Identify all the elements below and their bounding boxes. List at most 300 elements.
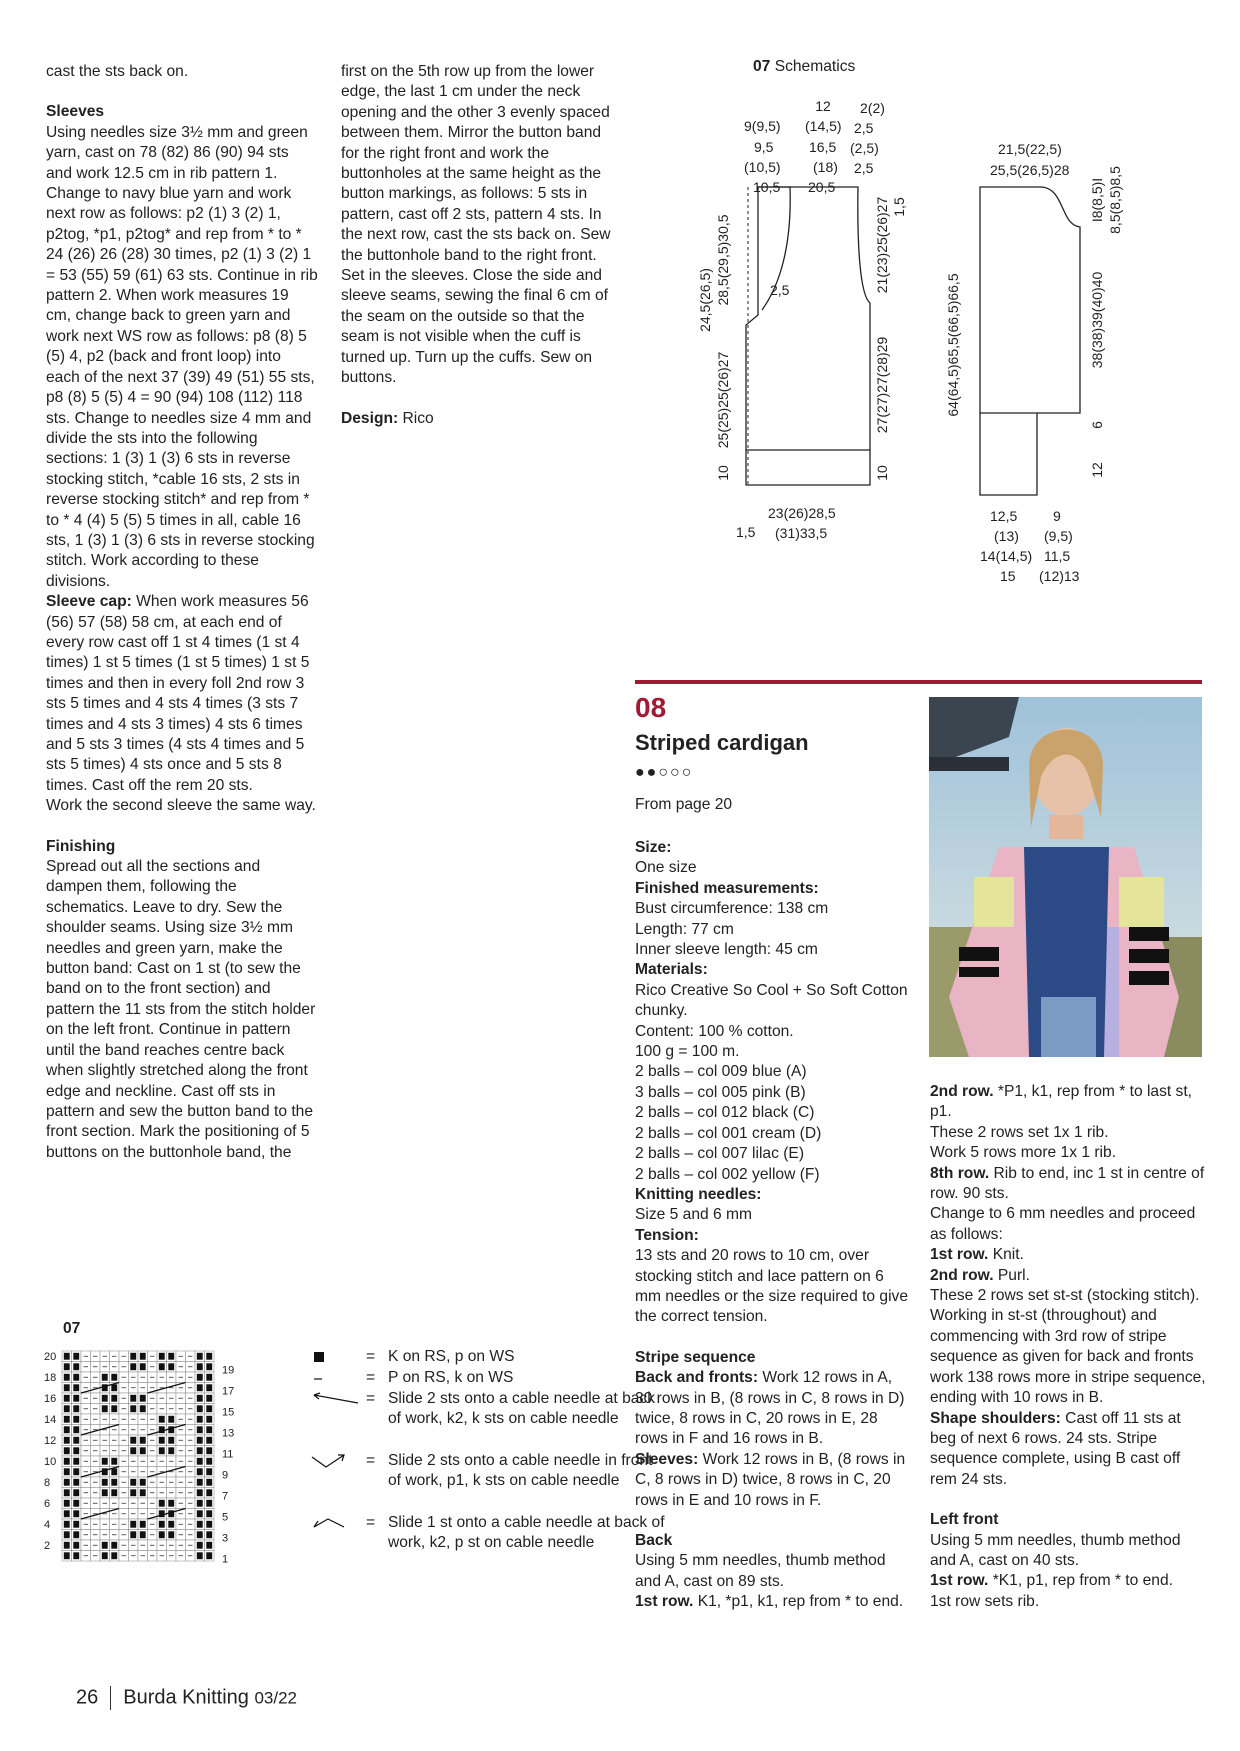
yarn-item: 2 balls – col 007 lilac (E) — [635, 1145, 805, 1163]
knit-square — [73, 1363, 79, 1370]
knit-square — [159, 1521, 165, 1528]
knit-square — [64, 1489, 70, 1496]
knit-square — [73, 1510, 79, 1517]
knit-square — [73, 1374, 79, 1381]
knit-square — [64, 1395, 70, 1402]
knit-square — [140, 1489, 146, 1496]
knit-square — [140, 1405, 146, 1412]
knit-square — [206, 1405, 212, 1412]
section-divider — [635, 680, 1202, 684]
stripe-heading: Stripe sequence — [635, 1348, 756, 1366]
knit-square — [130, 1479, 136, 1486]
knit-square — [197, 1479, 203, 1486]
knit-square — [130, 1395, 136, 1402]
schematics-title — [753, 58, 855, 76]
legend-row — [310, 1347, 666, 1367]
row-number-left: 12 — [44, 1435, 57, 1447]
knit-square — [102, 1458, 108, 1465]
knit-square — [64, 1531, 70, 1538]
set-stst: These 2 rows set st-st (stocking stitch). — [930, 1287, 1200, 1305]
stripe-bf-value: Work 12 rows in A, 30 rows in B, (8 rows in C, 8 rows in D) twice, 8 rows in C, 20 rows in E, 28 rows in F and 16 rows in B. — [635, 1369, 905, 1448]
row-number-left: 16 — [44, 1393, 57, 1405]
legend-row — [310, 1389, 666, 1430]
knit-square — [206, 1458, 212, 1465]
schematic-sleeve — [940, 135, 1140, 595]
front-top-12: 12 — [815, 98, 831, 114]
row-number-right: 7 — [222, 1490, 229, 1503]
knit-square — [73, 1416, 79, 1423]
knit-square — [206, 1384, 212, 1391]
row-number-right: 19 — [222, 1364, 235, 1377]
knit-square — [206, 1468, 212, 1475]
knit-square — [102, 1405, 108, 1412]
front-label: 25(25)25(26)27 — [715, 351, 731, 449]
sleeve-cap-paragraph — [46, 592, 318, 796]
knit-square — [206, 1500, 212, 1507]
knit-square — [206, 1395, 212, 1402]
knit-square — [64, 1384, 70, 1391]
text-column-3 — [635, 838, 913, 1613]
knit-square — [111, 1384, 117, 1391]
front-label: 16,5 — [809, 139, 837, 155]
knit-square — [111, 1405, 117, 1412]
text-column-4 — [930, 1082, 1208, 1612]
front-outline — [746, 187, 870, 450]
knit-square — [111, 1468, 117, 1475]
row-number-left: 10 — [44, 1456, 57, 1468]
knit-square — [197, 1363, 203, 1370]
knit-square — [130, 1353, 136, 1360]
purl-row — [930, 1266, 1208, 1286]
sleeve-label: 11,5 — [1044, 548, 1071, 564]
sleeve-label: 25,5(26,5)28 — [990, 162, 1070, 178]
lf-row1-label: 1st row. — [930, 1572, 989, 1590]
knit-square — [73, 1521, 79, 1528]
sleeve-label: 14(14,5) — [980, 548, 1033, 564]
knit-square — [140, 1395, 146, 1402]
text-column-1 — [46, 62, 318, 1163]
sleeve-label: 15 — [1000, 568, 1016, 584]
page-number: 26 — [76, 1686, 99, 1709]
needles-value: Size 5 and 6 mm — [635, 1206, 753, 1224]
finishing-body: Spread out all the sections and dampen them, following the schematics. Leave to dry. Sew the shoulder seams. Using size 3½ mm needles and green yarn, make the button band: Cast on 1 st (to sew the band on to the front section) and pattern the 11 sts from the stitch holder on the left front. Continue in pattern until the band reaches centre back when slightly stretched along the front edge and neckline. Cast off sts in pattern and sew the button band to the front section. Mark the positioning of 5 buttons on the buttonhole band, the — [46, 858, 316, 1161]
front-label: 28,5(29,5)30,5 — [715, 214, 731, 306]
yarn-item: 3 balls – col 005 pink (B) — [635, 1083, 806, 1101]
materials-yarn: Rico Creative So Cool + So Soft Cotton chunky. — [635, 981, 908, 1020]
row-number-right: 9 — [222, 1469, 229, 1482]
row-number-left: 6 — [44, 1498, 51, 1510]
knit-square — [168, 1437, 174, 1444]
front-label: 10 — [715, 465, 731, 481]
front-label: 23(26)28,5 — [768, 505, 836, 521]
sleeve-cuff — [980, 413, 1037, 495]
front-label: 1,5 — [891, 197, 907, 217]
knit-square — [64, 1405, 70, 1412]
knit-square — [130, 1405, 136, 1412]
knit-square — [159, 1437, 165, 1444]
knit-square — [168, 1416, 174, 1423]
knit-square — [140, 1353, 146, 1360]
knit-square — [102, 1395, 108, 1402]
knit-square — [64, 1437, 70, 1444]
knit-square — [111, 1374, 117, 1381]
knit-square — [73, 1353, 79, 1360]
cable-left-k2-icon — [310, 1391, 360, 1409]
front-label: 2,5 — [854, 160, 874, 176]
knit-square — [64, 1416, 70, 1423]
knit-square — [64, 1500, 70, 1507]
knit-square — [197, 1416, 203, 1423]
purl-row-label: 2nd row. — [930, 1266, 994, 1284]
materials-content: Content: 100 % cotton. — [635, 1022, 794, 1040]
stripe-sl-value: Work 12 rows in B, (8 rows in C, 8 rows in D) twice, 8 rows in C, 20 rows in E and 10 rows in F. — [635, 1450, 906, 1509]
knit-square — [159, 1416, 165, 1423]
cardigan-photo — [929, 697, 1202, 1057]
knit-square — [159, 1500, 165, 1507]
chart-label: 07 — [63, 1320, 81, 1337]
sleeve-label: 21,5(22,5) — [998, 141, 1062, 157]
size-value: One size — [635, 859, 697, 877]
knit-square — [140, 1531, 146, 1538]
front-label: 20,5 — [808, 179, 836, 195]
page-footer — [76, 1686, 297, 1710]
more-rib: Work 5 rows more 1x 1 rib. — [930, 1144, 1117, 1162]
materials-weight: 100 g = 100 m. — [635, 1043, 740, 1061]
knit-square — [102, 1479, 108, 1486]
sleeve-label: I8(8,5)I — [1089, 177, 1105, 223]
set-rib: These 2 rows set 1x 1 rib. — [930, 1123, 1109, 1141]
row1-label: 1st row. — [635, 1593, 694, 1611]
front-label: (2,5) — [850, 140, 879, 156]
knit-square — [197, 1405, 203, 1412]
stripe-back-fronts — [635, 1368, 913, 1450]
legend-eq: = — [366, 1348, 376, 1365]
front-label: 2,5 — [854, 120, 874, 136]
yarn-item: 2 balls – col 009 blue (A) — [635, 1063, 807, 1081]
knit-square — [197, 1521, 203, 1528]
working-text: Working in st-st (throughout) and commencing with 3rd row of stripe sequence as given for back and fronts work 138 rows more in stripe sequence, ending with 10 rows in B. — [930, 1307, 1206, 1407]
knit-square — [168, 1447, 174, 1454]
row-number-right: 11 — [222, 1448, 234, 1461]
knit-square — [197, 1447, 203, 1454]
sleeve-label: 38(38)39(40)40 — [1089, 271, 1105, 369]
knit-square — [197, 1395, 203, 1402]
row-number-right: 5 — [222, 1511, 229, 1524]
knit-square — [73, 1405, 79, 1412]
knit-square — [140, 1447, 146, 1454]
needles-label: Knitting needles: — [635, 1185, 762, 1203]
knit-square — [64, 1521, 70, 1528]
schematic-front — [690, 95, 930, 550]
front-label: 2,5 — [770, 282, 790, 298]
front-label: 10 — [874, 465, 890, 481]
cable-chart — [42, 1345, 272, 1577]
sleeve-label: 6 — [1089, 421, 1105, 429]
knit-square — [130, 1363, 136, 1370]
front-top-2: 2(2) — [860, 100, 885, 116]
knit-square — [130, 1489, 136, 1496]
row-number-left: 20 — [44, 1351, 57, 1363]
row-number-right: 13 — [222, 1427, 235, 1440]
knit-square — [206, 1416, 212, 1423]
knit-square — [102, 1489, 108, 1496]
knit-square — [206, 1510, 212, 1517]
knit-square — [73, 1384, 79, 1391]
schematics-number: 07 — [753, 58, 771, 75]
design-credit — [341, 409, 613, 429]
knit-square — [197, 1426, 203, 1433]
knit-square — [73, 1500, 79, 1507]
row-number-left: 18 — [44, 1372, 57, 1384]
sleeve-label: 8,5(8,5)8,5 — [1107, 166, 1123, 234]
left-front-body: Using 5 mm needles, thumb method and A, cast on 40 sts. — [930, 1531, 1181, 1569]
purl-dash-icon — [310, 1370, 360, 1388]
stripe-sl-label: Sleeves: — [635, 1450, 699, 1468]
row-number-right: 1 — [222, 1553, 229, 1566]
sleeve-label: (9,5) — [1044, 528, 1073, 544]
legend-text: Slide 1 st onto a cable needle at back of work, k2, p st on cable needle — [388, 1514, 665, 1552]
knit-square — [159, 1531, 165, 1538]
legend-eq: = — [366, 1452, 376, 1469]
back-heading: Back — [635, 1532, 673, 1549]
shape-value: Cast off 11 sts at beg of next 6 rows. 24 sts. Stripe sequence complete, using B cast off rem 24 sts. — [930, 1409, 1181, 1488]
knit-square — [140, 1437, 146, 1444]
knit-square — [73, 1395, 79, 1402]
sleeves-body: Using needles size 3½ mm and green yarn, cast on 78 (82) 86 (90) 94 sts and work 12.5 cm in rib pattern 1. Change to navy blue yarn and work next row as follows: p2 (1) 3 (2) 1, p2tog, *p1, p2tog* and rep from * to * 24 (26) 26 (28) 30 times, p2 (1) 3 (2) 1 = 53 (55) 59 (61) 63 sts. Continue in rib pattern 2. When work measures 19 cm, change back to green yarn and work next WS row as follows: p8 (8) 5 (5) 4, p2 (back and front loop) into each of the next 37 (39) 49 (51) 55 sts, p8 (8) 5 (5) 4 = 90 (94) 108 (112) 118 sts. Change to needles size 4 mm and divide the sts into the following sections: 1 (3) 1 (3) 6 sts in reverse stocking stitch, *cable 16 sts, 2 sts in reverse stocking stitch* and rep from * to * 4 (4) 5 (5) 5 times in all, cable 16 sts, 1 (3) 1 (3) 6 sts in reverse stocking stitch. Work according to these divisions. — [46, 123, 318, 590]
front-label: 21(23)25(26)27 — [874, 196, 890, 294]
knit-square — [140, 1363, 146, 1370]
row-number-left: 2 — [44, 1540, 51, 1552]
knit-square — [197, 1552, 203, 1559]
knit-square — [130, 1437, 136, 1444]
knit-square — [102, 1542, 108, 1549]
left-front-heading: Left front — [930, 1511, 999, 1529]
sleeve-label: (12)13 — [1039, 568, 1080, 584]
sleeve-second: Work the second sleeve the same way. — [46, 797, 316, 815]
legend-text: Slide 2 sts onto a cable needle in front of work, p1, k sts on cable needle — [388, 1452, 653, 1490]
purl-row-value: Purl. — [993, 1266, 1030, 1284]
knit-square — [111, 1479, 117, 1486]
legend-eq: = — [366, 1369, 376, 1386]
knit-square — [64, 1542, 70, 1549]
sleeve-label: (13) — [994, 528, 1019, 544]
knit-square — [73, 1489, 79, 1496]
left-front-rib: 1st row sets rib. — [930, 1592, 1040, 1610]
legend-eq: = — [366, 1390, 376, 1407]
knit-square — [206, 1353, 212, 1360]
knit-square — [206, 1437, 212, 1444]
knit-square — [206, 1374, 212, 1381]
bust-measure: Bust circumference: 138 cm — [635, 900, 829, 918]
knit-square — [206, 1542, 212, 1549]
knit-square — [73, 1479, 79, 1486]
front-label: 9,5 — [754, 139, 774, 155]
knit-square — [64, 1510, 70, 1517]
cable-back-k2p-icon — [310, 1515, 360, 1533]
row-number-right: 17 — [222, 1385, 235, 1398]
legend-row — [310, 1368, 666, 1388]
sleeve-cap-body: When work measures 56 (56) 57 (58) 58 cm, at each end of every row cast off 1 st 4 times (1 st 4 times) 1 st 5 times (1 st 5 times) 1 st 5 times and then in every foll 2nd row 3 sts 5 times and 4 sts 4 times (3 sts 7 times and 4 sts 3 times) 4 sts 6 times and 5 sts 3 times (4 sts 4 times and 5 sts 5 times) 4 sts once and 5 sts 8 times. Cast off the rem 20 sts. — [46, 593, 310, 794]
yarn-item: 2 balls – col 012 black (C) — [635, 1104, 815, 1122]
knit-square — [73, 1458, 79, 1465]
finished-label: Finished measurements: — [635, 879, 819, 897]
knit-row — [930, 1245, 1208, 1265]
row8-label: 8th row. — [930, 1164, 990, 1182]
yarn-item: 2 balls – col 001 cream (D) — [635, 1124, 822, 1142]
knit-square — [197, 1353, 203, 1360]
knit-square — [197, 1374, 203, 1381]
knit-square — [73, 1426, 79, 1433]
row-number-left: 4 — [44, 1519, 51, 1531]
size-label: Size: — [635, 839, 672, 856]
knit-square — [206, 1479, 212, 1486]
knit-square — [64, 1353, 70, 1360]
knit-square — [197, 1468, 203, 1475]
back-row1 — [635, 1592, 913, 1612]
row-number-right: 15 — [222, 1406, 235, 1419]
legend-text: K on RS, p on WS — [388, 1348, 515, 1365]
knit-square — [197, 1500, 203, 1507]
sleeve-label: 12,5 — [990, 508, 1018, 524]
knit-square — [130, 1447, 136, 1454]
row2 — [930, 1082, 1208, 1123]
stripe-bf-label: Back and fronts: — [635, 1369, 759, 1387]
knit-square — [168, 1500, 174, 1507]
schematics-label: Schematics — [770, 58, 856, 75]
knit-square — [64, 1468, 70, 1475]
front-label: (18) — [813, 159, 838, 175]
issue-number: 03/22 — [254, 1688, 297, 1708]
knit-square — [197, 1458, 203, 1465]
knit-square — [64, 1374, 70, 1381]
knit-square — [102, 1374, 108, 1381]
knit-square — [197, 1531, 203, 1538]
sleeve-label: 12 — [1089, 462, 1105, 478]
yarn-item: 2 balls – col 002 yellow (F) — [635, 1165, 820, 1183]
cable-front-p1-icon — [310, 1453, 360, 1471]
knit-square — [168, 1531, 174, 1538]
knit-square — [111, 1395, 117, 1402]
knit-row-value: Knit. — [988, 1246, 1024, 1264]
knit-square — [206, 1363, 212, 1370]
knit-square — [102, 1552, 108, 1559]
knit-square — [197, 1542, 203, 1549]
row-number-left: 14 — [44, 1414, 57, 1426]
knit-square — [197, 1437, 203, 1444]
knit-square — [73, 1552, 79, 1559]
knit-square — [130, 1521, 136, 1528]
knit-square-icon — [310, 1349, 360, 1367]
front-label: 1,5 — [736, 524, 756, 540]
project-number: 08 — [635, 692, 667, 723]
tension-label: Tension: — [635, 1226, 699, 1244]
knit-square — [64, 1479, 70, 1486]
from-page: From page 20 — [635, 796, 733, 813]
inner-sleeve: Inner sleeve length: 45 cm — [635, 941, 818, 959]
text-column-2 — [341, 62, 613, 429]
lf-row1-value: *K1, p1, rep from * to end. — [988, 1572, 1173, 1590]
change-needles: Change to 6 mm needles and proceed as follows: — [930, 1205, 1196, 1243]
design-value: Rico — [398, 409, 434, 427]
knit-square — [73, 1447, 79, 1454]
knit-square — [64, 1426, 70, 1433]
row-number-right: 3 — [222, 1532, 229, 1545]
knit-square — [159, 1353, 165, 1360]
knit-square — [206, 1489, 212, 1496]
project-title: Striped cardigan — [635, 730, 809, 755]
left-front-row1 — [930, 1571, 1208, 1591]
length-measure: Length: 77 cm — [635, 920, 734, 938]
footer-separator — [110, 1686, 111, 1710]
knit-square — [140, 1521, 146, 1528]
legend-row — [310, 1451, 666, 1492]
row-number-left: 8 — [44, 1477, 51, 1489]
knit-square — [64, 1458, 70, 1465]
front-label: (31)33,5 — [775, 525, 828, 541]
row8 — [930, 1164, 1208, 1205]
legend-text: Slide 2 sts onto a cable needle at back of work, k2, k sts on cable needle — [388, 1390, 656, 1428]
knit-square — [73, 1437, 79, 1444]
knit-square — [206, 1426, 212, 1433]
knit-square — [197, 1489, 203, 1496]
shape-shoulders — [930, 1409, 1208, 1491]
knit-square — [206, 1552, 212, 1559]
intro-text: cast the sts back on. — [46, 63, 189, 80]
knit-square — [111, 1489, 117, 1496]
front-rib — [746, 450, 870, 485]
front-label: (14,5) — [805, 118, 842, 134]
knit-square — [64, 1552, 70, 1559]
knit-square — [140, 1479, 146, 1486]
row2-label: 2nd row. — [930, 1083, 994, 1100]
knit-square — [206, 1531, 212, 1538]
legend-row — [310, 1513, 666, 1554]
shape-label: Shape shoulders: — [930, 1409, 1061, 1427]
row2-value: *P1, k1, rep from * to last st, p1. — [930, 1083, 1193, 1121]
sleeve-label: 64(64,5)65,5(66,5)66,5 — [945, 273, 961, 417]
sleeve-outline — [980, 187, 1080, 413]
legend-eq: = — [366, 1514, 376, 1531]
knit-square — [73, 1542, 79, 1549]
sleeves-heading: Sleeves — [46, 103, 105, 121]
materials-label: Materials: — [635, 961, 708, 979]
knit-square — [168, 1353, 174, 1360]
front-label: 24,5(26,5) — [697, 268, 713, 332]
row1-value: K1, *p1, k1, rep from * to end. — [693, 1593, 904, 1611]
sleeve-cap-label: Sleeve cap: — [46, 593, 132, 611]
design-label: Design: — [341, 409, 399, 427]
finishing-continued: first on the 5th row up from the lower edge, the last 1 cm under the neck opening and the other 3 evenly spaced between them. Mirror the button band for the right front and work the buttonholes at the same height as the button markings, as follows: 5 sts in pattern, cast off 2 sts, pattern 4 sts. In the next row, cast the sts back on. Sew the buttonhole band to the right front. Set in the sleeves. Close the side and sleeve seams, sewing the final 6 cm of the seam on the outside so that the seam is not visible when the cuff is turned up. Turn up the cuffs. Sew on buttons. — [341, 63, 611, 387]
knit-square — [197, 1510, 203, 1517]
knit-square — [73, 1468, 79, 1475]
stripe-sleeves — [635, 1450, 913, 1511]
knit-square — [159, 1447, 165, 1454]
knit-square — [159, 1363, 165, 1370]
knit-square — [64, 1447, 70, 1454]
sleeve-label: 9 — [1053, 508, 1061, 524]
back-body: Using 5 mm needles, thumb method and A, cast on 89 sts. — [635, 1552, 886, 1590]
difficulty-rating: ●●○○○ — [635, 764, 694, 781]
front-label: 27(27)27(28)29 — [874, 336, 890, 434]
knit-square — [130, 1531, 136, 1538]
front-label: 9(9,5) — [744, 118, 781, 134]
knit-row-label: 1st row. — [930, 1246, 989, 1264]
front-label: 10,5 — [753, 179, 781, 195]
knit-square — [73, 1531, 79, 1538]
knit-square — [197, 1384, 203, 1391]
knit-square — [168, 1521, 174, 1528]
finishing-heading: Finishing — [46, 837, 116, 855]
